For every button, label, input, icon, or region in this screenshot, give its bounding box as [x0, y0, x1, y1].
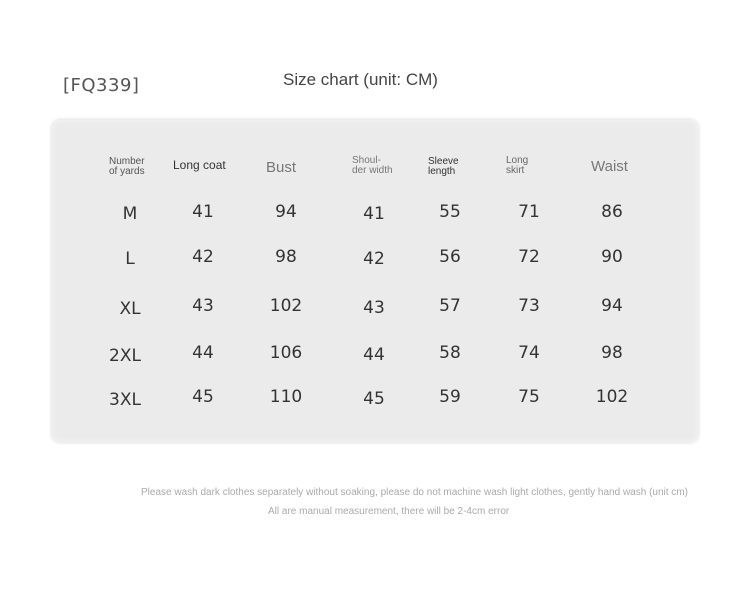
cell-shoulder-width: 45	[363, 389, 385, 409]
cell-bust: 102	[269, 296, 303, 316]
cell-bust: 110	[269, 387, 303, 407]
col-header-long-coat: Long coat	[173, 158, 226, 172]
cell-long-coat: 45	[192, 387, 214, 407]
cell-sleeve-length: 58	[439, 343, 461, 363]
cell-long-coat: 41	[192, 202, 214, 222]
size-chart-card	[52, 120, 698, 442]
cell-waist: 98	[601, 343, 623, 363]
col-header-size: Number of yards	[109, 156, 145, 177]
col-header-shoulder-width: Shoul- der width	[352, 155, 393, 176]
col-header-long-skirt: Long skirt	[506, 155, 529, 176]
chart-title: Size chart (unit: CM)	[283, 70, 438, 89]
cell-long-skirt: 73	[518, 296, 540, 316]
col-header-sleeve-length: Sleeve length	[428, 156, 459, 177]
cell-waist: 94	[601, 296, 623, 316]
cell-long-coat: 43	[192, 296, 214, 316]
cell-long-skirt: 71	[518, 202, 540, 222]
col-header-bust: Bust	[266, 159, 297, 176]
measurement-error-note: All are manual measurement, there will be 2-4cm error	[268, 506, 510, 517]
cell-sleeve-length: 55	[439, 202, 461, 222]
cell-waist: 90	[601, 247, 623, 267]
cell-long-skirt: 75	[518, 387, 540, 407]
cell-size: 3XL	[109, 390, 141, 410]
cell-size: 2XL	[109, 346, 141, 366]
cell-size: XL	[119, 299, 141, 319]
cell-waist: 102	[595, 387, 629, 407]
cell-shoulder-width: 43	[363, 298, 385, 318]
cell-long-coat: 42	[192, 247, 214, 267]
cell-shoulder-width: 44	[363, 345, 385, 365]
cell-waist: 86	[601, 202, 623, 222]
cell-bust: 94	[275, 202, 297, 222]
col-header-waist: Waist	[591, 158, 628, 175]
cell-bust: 98	[275, 247, 297, 267]
cell-sleeve-length: 56	[439, 247, 461, 267]
cell-long-skirt: 74	[518, 343, 540, 363]
wash-instructions: Please wash dark clothes separately without soaking, please do not machine wash light clothes, gently hand wash (unit cm)	[141, 487, 688, 498]
cell-bust: 106	[269, 343, 303, 363]
cell-sleeve-length: 57	[439, 296, 461, 316]
cell-sleeve-length: 59	[439, 387, 461, 407]
cell-long-skirt: 72	[518, 247, 540, 267]
cell-size: L	[125, 249, 135, 269]
product-code: [FQ339]	[63, 75, 140, 96]
cell-shoulder-width: 41	[363, 204, 385, 224]
cell-shoulder-width: 42	[363, 249, 385, 269]
cell-size: M	[122, 204, 138, 224]
cell-long-coat: 44	[192, 343, 214, 363]
